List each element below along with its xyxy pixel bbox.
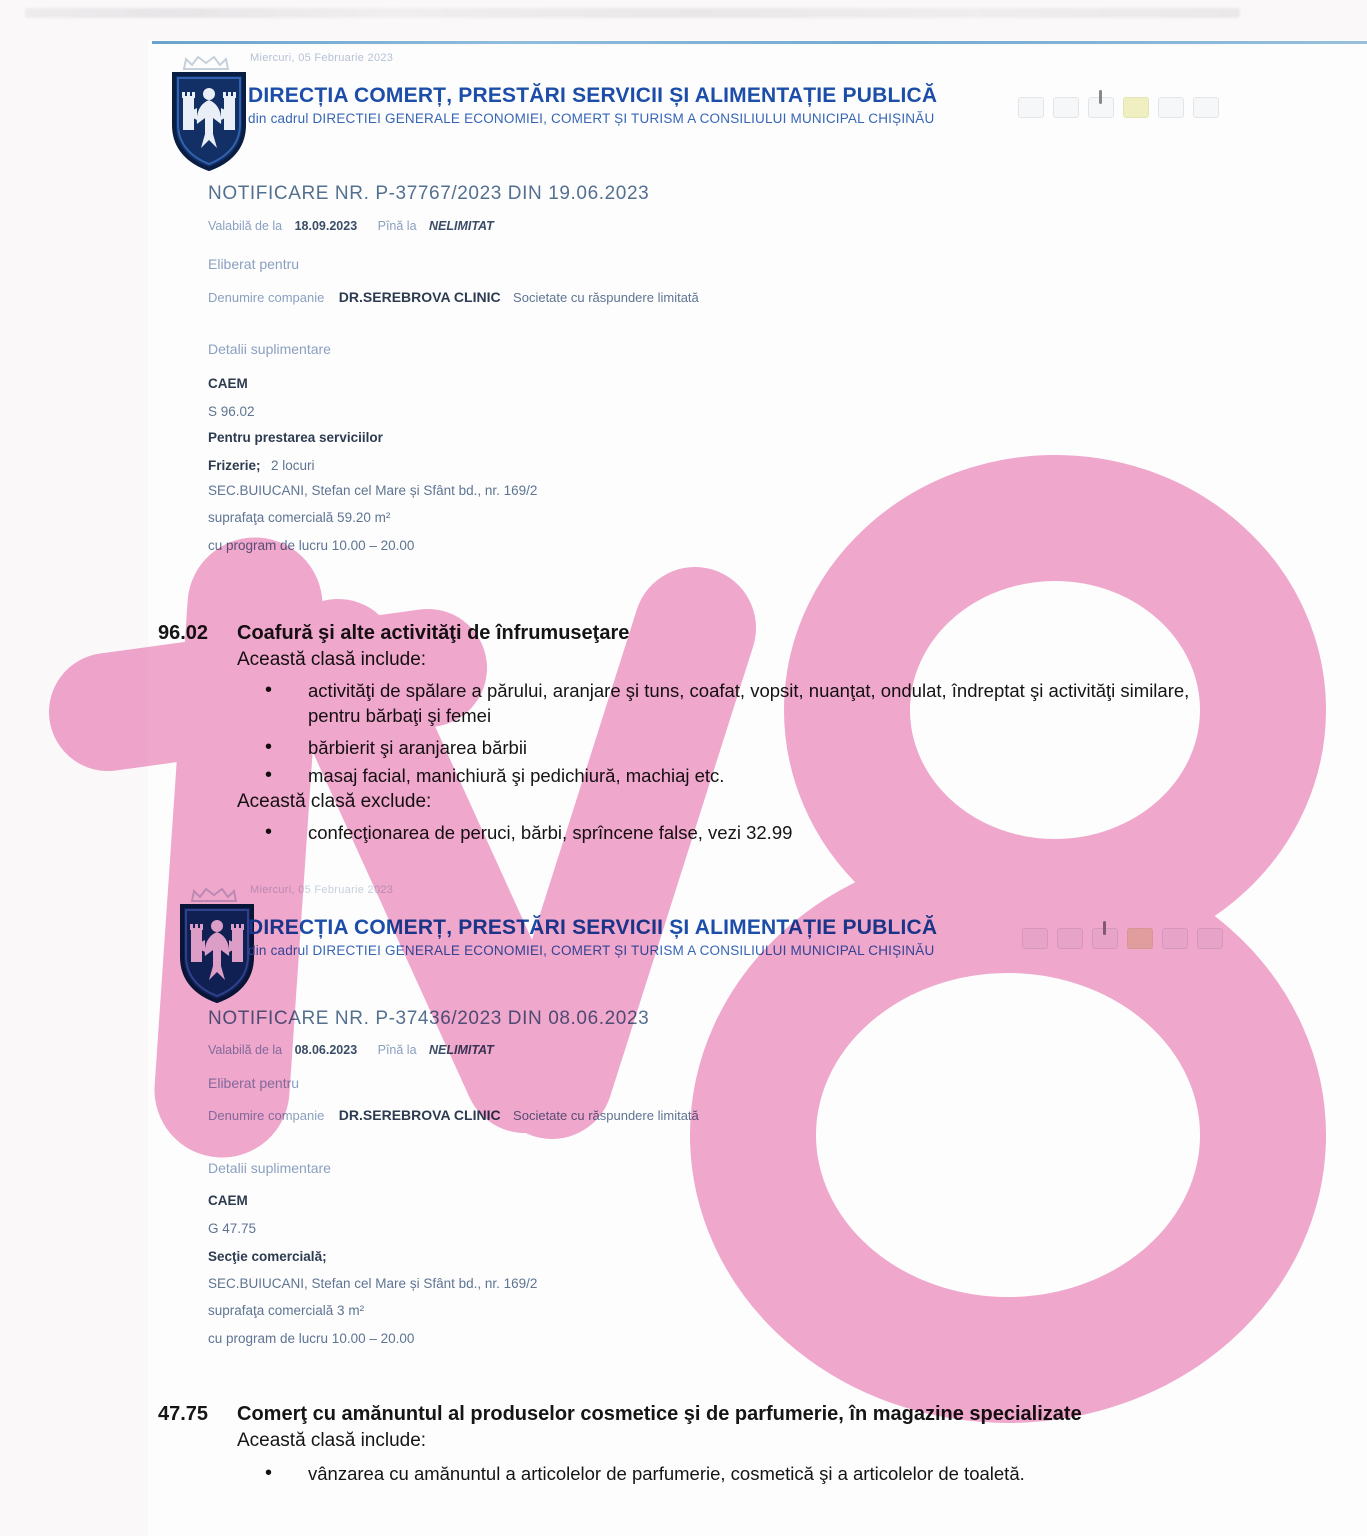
bullet-text: • vânzarea cu amănuntul a articolelor de parfumerie, cosmetică şi a articolelor de toaletă. <box>308 1463 1025 1484</box>
class1-title: Coafură şi alte activităţi de înfrumuseţare <box>237 622 630 644</box>
scan-artifact-icons <box>1018 97 1219 118</box>
header-subtitle: din cadrul DIRECTIEI GENERALE ECONOMIEI, COMERT ȘI TURISM A CONSILIULUI MUNICIPAL CHIȘINĂU <box>248 111 935 126</box>
valid-to-value: NELIMITAT <box>428 219 494 233</box>
class1-include-item <box>237 763 724 788</box>
class1-include-item <box>237 678 1227 728</box>
ghost-icon <box>1193 97 1219 118</box>
notification1-company <box>208 289 699 307</box>
valid-to-label: Pînă la <box>377 1043 417 1057</box>
schedule-line: cu program de lucru 10.00 – 20.00 <box>208 538 415 553</box>
caem-label: CAEM <box>208 1193 248 1208</box>
header-title: DIRECȚIA COMERȚ, PRESTĂRI SERVICII ȘI ALIMENTAȚIE PUBLICĂ <box>248 84 938 107</box>
ghost-icon-yellow <box>1123 97 1149 118</box>
valid-to-label: Pînă la <box>377 219 417 233</box>
purpose-label: Secţie comercială; <box>208 1249 327 1264</box>
bullet-text: • bărbierit şi aranjarea bărbii <box>308 737 528 758</box>
class1-include-item <box>237 735 527 760</box>
scan-edge-artifact <box>25 8 1240 18</box>
company-label: Denumire companie <box>208 290 325 305</box>
area-line: suprafaţa comercială 59.20 m² <box>208 510 391 525</box>
notification2-validity <box>208 1041 494 1059</box>
class1-exclude-label: Această clasă exclude: <box>237 791 432 812</box>
header-subtitle: din cadrul DIRECTIEI GENERALE ECONOMIEI, COMERT ȘI TURISM A CONSILIULUI MUNICIPAL CHIȘINĂU <box>248 943 935 958</box>
company-type: Societate cu răspundere limitată <box>513 1108 699 1123</box>
company-name: DR.SEREBROVA CLINIC <box>338 289 501 305</box>
crown-icon <box>189 886 239 902</box>
valid-from-value: 18.09.2023 <box>294 219 358 233</box>
issued-for-label: Eliberat pentru <box>208 256 300 272</box>
notification1-validity <box>208 217 494 235</box>
class2-include-label: Această clasă include: <box>237 1430 427 1451</box>
ghost-icon-exclamation <box>1092 928 1118 949</box>
page-top-edge-line <box>152 41 1367 44</box>
area-line: suprafaţa comercială 3 m² <box>208 1303 365 1318</box>
purpose-label: Pentru prestarea serviciilor <box>208 430 383 445</box>
class1-include-label: Această clasă include: <box>237 649 427 670</box>
address-line: SEC.BUIUCANI, Stefan cel Mare și Sfânt bd., nr. 169/2 <box>208 483 538 498</box>
company-label: Denumire companie <box>208 1108 325 1123</box>
ghost-icon <box>1197 928 1223 949</box>
bullet-text: • masaj facial, manichiură şi pedichiură, machiaj etc. <box>308 765 725 786</box>
class2-title: Comerţ cu amănuntul al produselor cosmetice şi de parfumerie, în magazine specializate <box>237 1403 1082 1425</box>
issued-for-label: Eliberat pentru <box>208 1075 300 1091</box>
chisinau-coat-of-arms <box>169 70 249 172</box>
company-name: DR.SEREBROVA CLINIC <box>338 1107 501 1123</box>
print-date: Miercuri, 05 Februarie 2023 <box>250 52 394 64</box>
service-name: Frizerie; <box>208 458 261 473</box>
class2-include-item <box>237 1461 1025 1486</box>
ghost-icon <box>1057 928 1083 949</box>
ghost-icon <box>1053 97 1079 118</box>
bullet-text: • activităţi de spălare a părului, aranjare şi tuns, coafat, vopsit, nuanţat, ondulat, îndreptat şi activităţi similare, pentru bărbaţi şi femei <box>308 680 1190 726</box>
valid-from-label: Valabilă de la <box>208 1043 283 1057</box>
crown-icon <box>181 54 231 70</box>
valid-from-label: Valabilă de la <box>208 219 283 233</box>
header-title: DIRECȚIA COMERȚ, PRESTĂRI SERVICII ȘI ALIMENTAȚIE PUBLICĂ <box>248 916 938 939</box>
service-line <box>208 457 315 475</box>
caem-label: CAEM <box>208 376 248 391</box>
ghost-icon-yellow <box>1127 928 1153 949</box>
scan-artifact-icons <box>1022 928 1223 949</box>
company-type: Societate cu răspundere limitată <box>513 290 699 305</box>
print-date: Miercuri, 05 Februarie 2023 <box>250 884 394 896</box>
ghost-icon-exclamation <box>1088 97 1114 118</box>
caem-code: S 96.02 <box>208 404 255 419</box>
caem-code: G 47.75 <box>208 1221 257 1236</box>
ghost-icon <box>1022 928 1048 949</box>
notification2-company <box>208 1107 699 1125</box>
bullet-text: • confecţionarea de peruci, bărbi, sprîncene false, vezi 32.99 <box>308 822 793 843</box>
details-label: Detalii suplimentare <box>208 341 331 357</box>
class1-code: 96.02 <box>158 622 209 644</box>
schedule-line: cu program de lucru 10.00 – 20.00 <box>208 1331 415 1346</box>
ghost-icon <box>1018 97 1044 118</box>
notification2-title: NOTIFICARE NR. P-37436/2023 DIN 08.06.2023 <box>208 1008 650 1029</box>
service-detail: 2 locuri <box>270 458 315 473</box>
class2-code: 47.75 <box>158 1403 209 1425</box>
valid-to-value: NELIMITAT <box>428 1043 494 1057</box>
address-line: SEC.BUIUCANI, Stefan cel Mare și Sfânt bd., nr. 169/2 <box>208 1276 538 1291</box>
chisinau-coat-of-arms <box>177 902 257 1004</box>
ghost-icon <box>1158 97 1184 118</box>
ghost-icon <box>1162 928 1188 949</box>
details-label: Detalii suplimentare <box>208 1160 331 1176</box>
class1-exclude-item <box>237 820 792 845</box>
notification1-title: NOTIFICARE NR. P-37767/2023 DIN 19.06.2023 <box>208 183 650 204</box>
valid-from-value: 08.06.2023 <box>294 1043 358 1057</box>
